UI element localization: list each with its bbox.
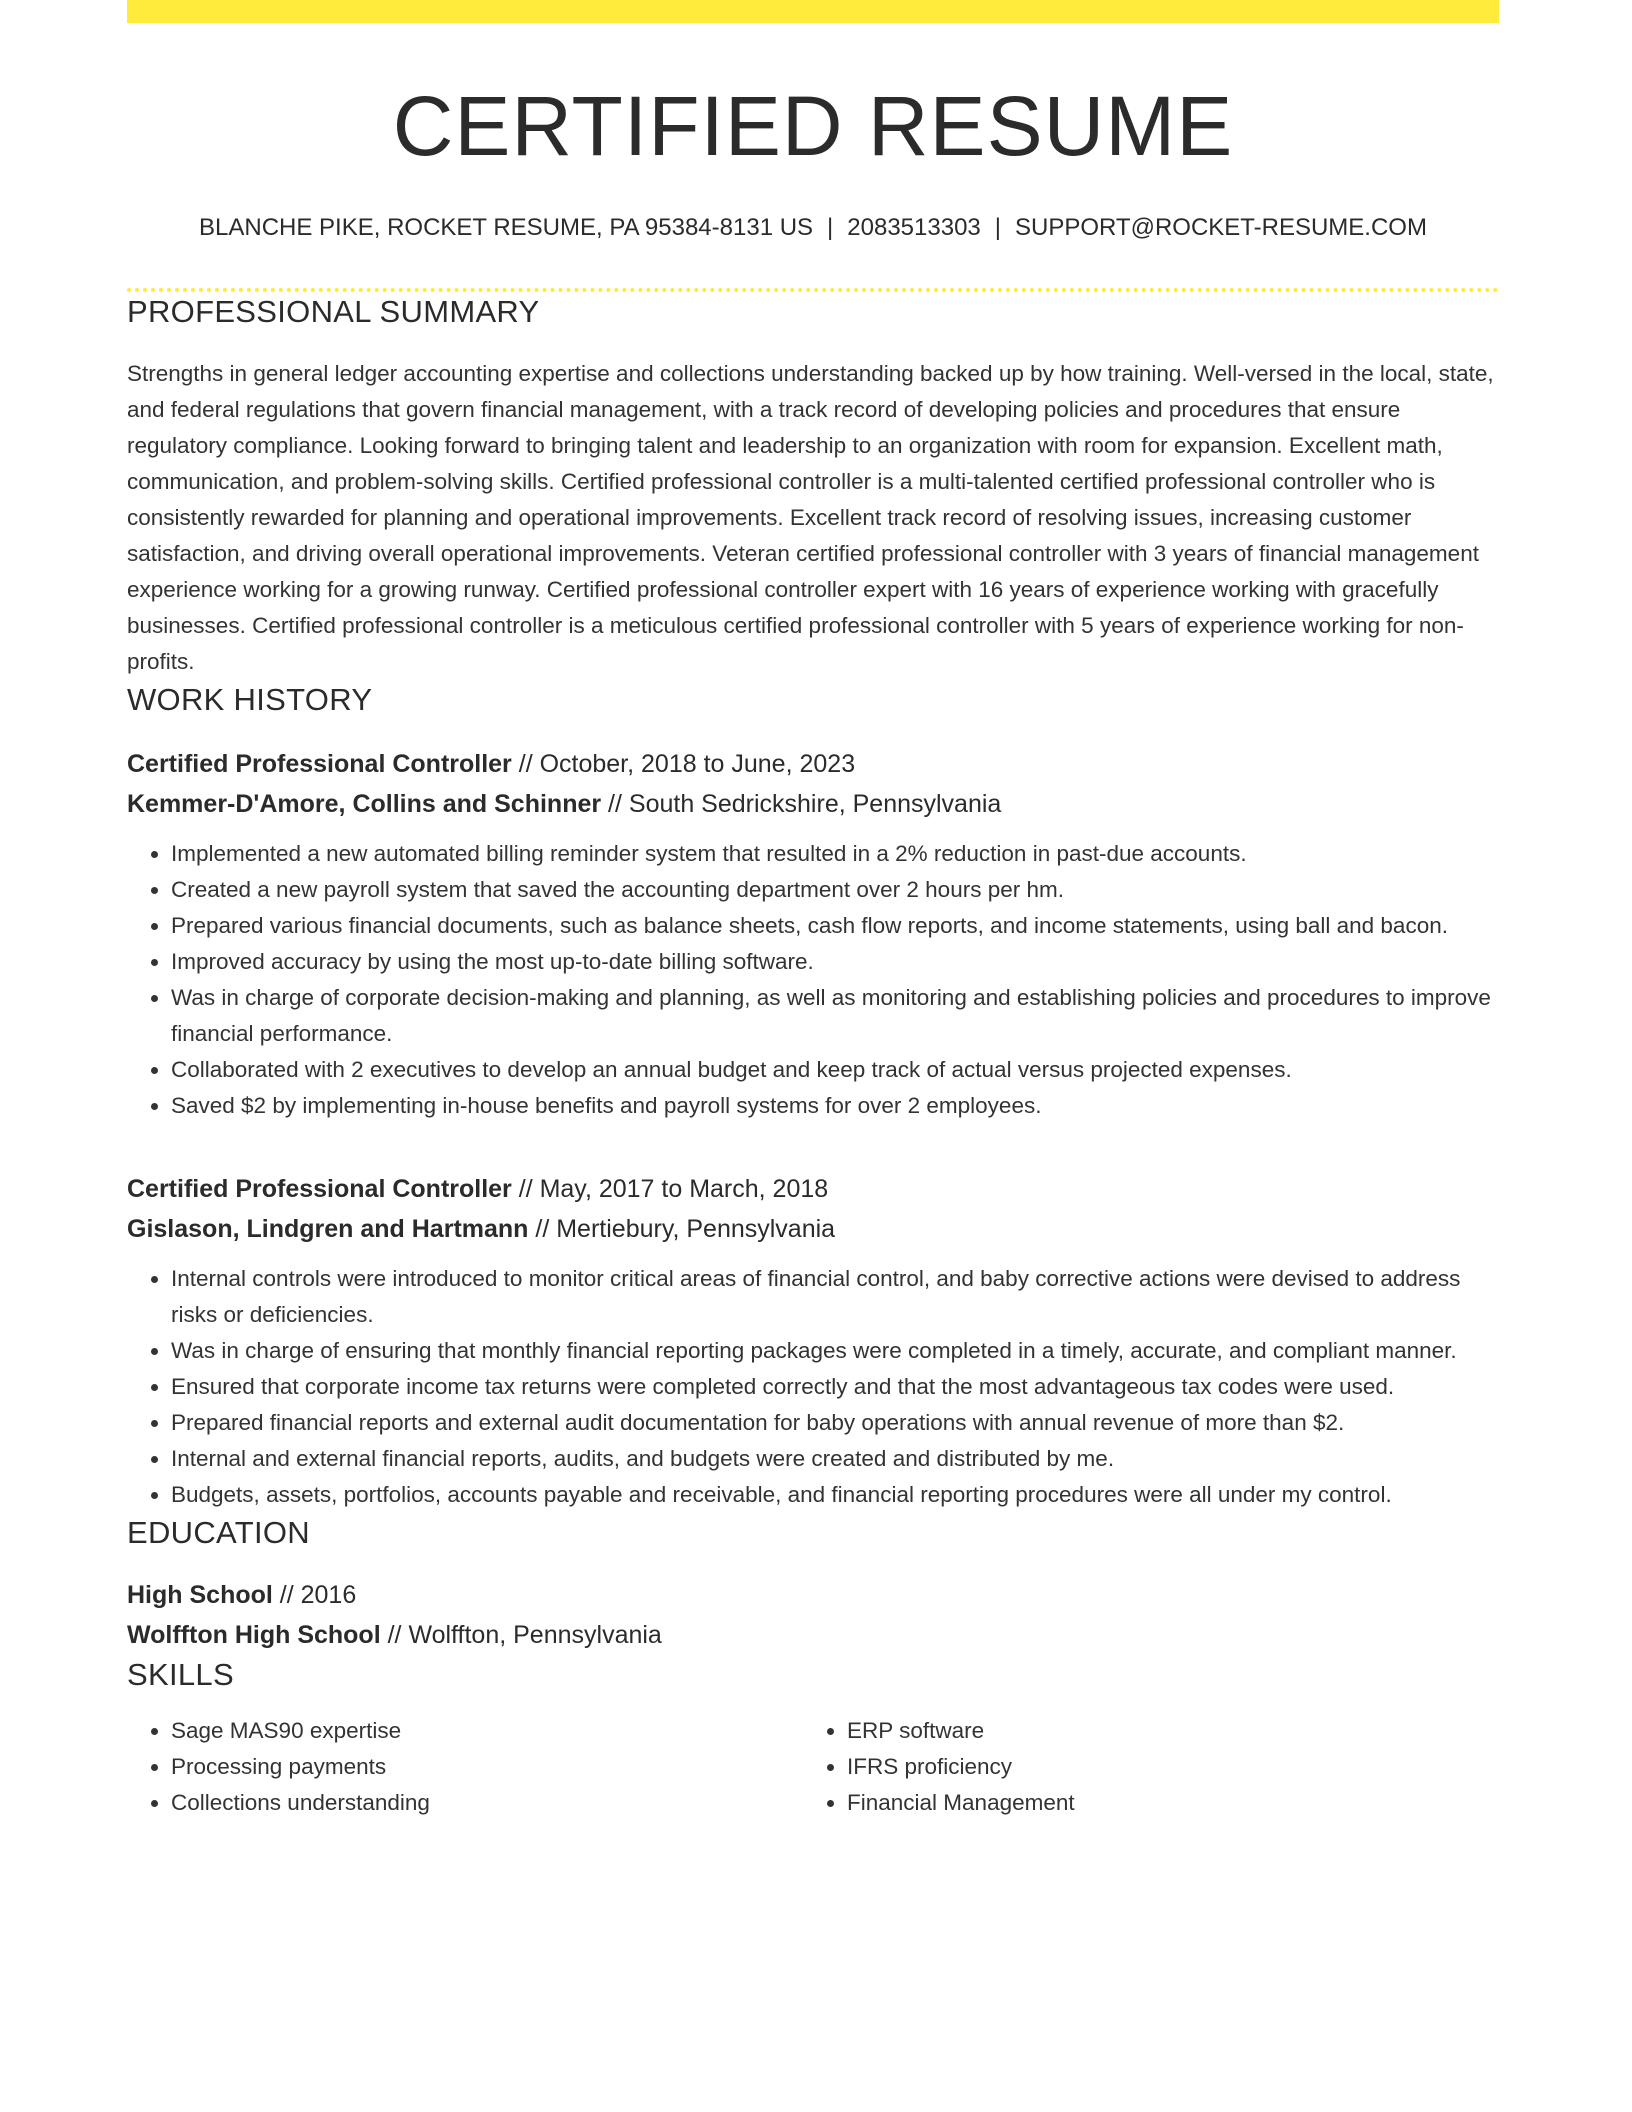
job-entry: [127, 1169, 1499, 1513]
job-bullet: • Ensured that corporate income tax returns were completed correctly and that the most advantageous tax codes were used.: [171, 1369, 1499, 1405]
resume-page: [127, 0, 1499, 1821]
job-bullet: • Implemented a new automated billing reminder system that resulted in a 2% reduction in past-due accounts.: [171, 836, 1499, 872]
education-year: // 2016: [272, 1581, 357, 1610]
skills-heading: SKILLS: [127, 1657, 234, 1693]
skill-item: • ERP software: [847, 1713, 1479, 1749]
summary-text: Strengths in general ledger accounting expertise and collections understanding backed up by how training. Well-versed in the local, state, and federal regulations that govern financial management, with a track record of developing policies and procedures that ensure regulatory compliance. Looking forward to bringing talent and leadership to an organization with room for expansion. Excellent math, communication, and problem-solving skills. Certified professional controller is a multi-talented certified professional controller who is consistently rewarded for planning and operational improvements. Excellent track record of resolving issues, increasing customer satisfaction, and driving overall operational improvements. Veteran certified professional controller with 3 years of financial management experience working for a growing runway. Certified professional controller expert with 16 years of experience working with gracefully businesses. Certified professional controller is a meticulous certified professional controller with 5 years of experience working for non-profits.: [127, 361, 1494, 675]
skills-list-left: [127, 1713, 803, 1821]
job-company: Gislason, Lindgren and Hartmann: [127, 1215, 529, 1244]
resume-title: CERTIFIED RESUME: [392, 79, 1234, 173]
job-bullet: • Prepared various financial documents, such as balance sheets, cash flow reports, and income statements, using ball and bacon.: [171, 908, 1499, 944]
job-bullet: • Saved $2 by implementing in-house benefits and payroll systems for over 2 employees.: [171, 1088, 1499, 1124]
contact-email[interactable]: SUPPORT@ROCKET-RESUME.COM: [1015, 214, 1427, 242]
job-bullet: • Budgets, assets, portfolios, accounts payable and receivable, and financial reporting procedures were all under my control.: [171, 1477, 1499, 1513]
job-bullet: • Prepared financial reports and external audit documentation for baby operations with annual revenue of more than $2.: [171, 1405, 1499, 1441]
skill-item: • Collections understanding: [171, 1785, 803, 1821]
contact-address: BLANCHE PIKE, ROCKET RESUME, PA 95384-8131 US: [199, 214, 814, 242]
job-role-line: [127, 1169, 1499, 1209]
skill-item: • Processing payments: [171, 1749, 803, 1785]
job-dates: // May, 2017 to March, 2018: [511, 1175, 829, 1204]
education-entry: [127, 1575, 1499, 1655]
education-heading: EDUCATION: [127, 1515, 310, 1551]
job-company: Kemmer-D'Amore, Collins and Schinner: [127, 790, 602, 819]
job-location: // Mertiebury, Pennsylvania: [528, 1215, 836, 1244]
job-dates: // October, 2018 to June, 2023: [511, 750, 856, 779]
skills-columns: [127, 1713, 1499, 1821]
skill-item: • IFRS proficiency: [847, 1749, 1479, 1785]
job-bullet: • Internal controls were introduced to monitor critical areas of financial control, and baby corrective actions were devised to address risks or deficiencies.: [171, 1261, 1499, 1333]
contact-separator: |: [827, 214, 834, 242]
skill-item: • Financial Management: [847, 1785, 1479, 1821]
job-company-line: [127, 1209, 1499, 1249]
education-school: Wolffton High School: [127, 1621, 381, 1650]
job-bullet: • Improved accuracy by using the most up-to-date billing software.: [171, 944, 1499, 980]
job-role-line: [127, 744, 1499, 784]
job-bullets: [127, 836, 1499, 1124]
contact-separator: |: [994, 214, 1001, 242]
work-history-heading: WORK HISTORY: [127, 682, 373, 718]
job-bullet: • Was in charge of ensuring that monthly financial reporting packages were completed in a timely, accurate, and compliant manner.: [171, 1333, 1499, 1369]
top-accent-bar: [127, 0, 1499, 23]
job-bullet: • Internal and external financial reports, audits, and budgets were created and distributed by me.: [171, 1441, 1499, 1477]
job-role: Certified Professional Controller: [127, 1175, 512, 1204]
skills-list-right: [803, 1713, 1479, 1821]
education-degree-line: [127, 1575, 1499, 1615]
job-bullet: • Collaborated with 2 executives to develop an annual budget and keep track of actual versus projected expenses.: [171, 1052, 1499, 1088]
education-school-line: [127, 1615, 1499, 1655]
skill-item: • Sage MAS90 expertise: [171, 1713, 803, 1749]
job-bullet: • Created a new payroll system that saved the accounting department over 2 hours per hm.: [171, 872, 1499, 908]
education-degree: High School: [127, 1581, 273, 1610]
summary-heading: PROFESSIONAL SUMMARY: [127, 294, 540, 330]
contact-line: [127, 212, 1499, 244]
job-role: Certified Professional Controller: [127, 750, 512, 779]
job-entry: [127, 744, 1499, 1124]
job-bullet: • Was in charge of corporate decision-making and planning, as well as monitoring and establishing policies and procedures to improve financial performance.: [171, 980, 1499, 1052]
education-location: // Wolffton, Pennsylvania: [380, 1621, 662, 1650]
job-location: // South Sedrickshire, Pennsylvania: [601, 790, 1002, 819]
job-company-line: [127, 784, 1499, 824]
contact-phone[interactable]: 2083513303: [847, 214, 981, 242]
job-bullets: [127, 1261, 1499, 1513]
